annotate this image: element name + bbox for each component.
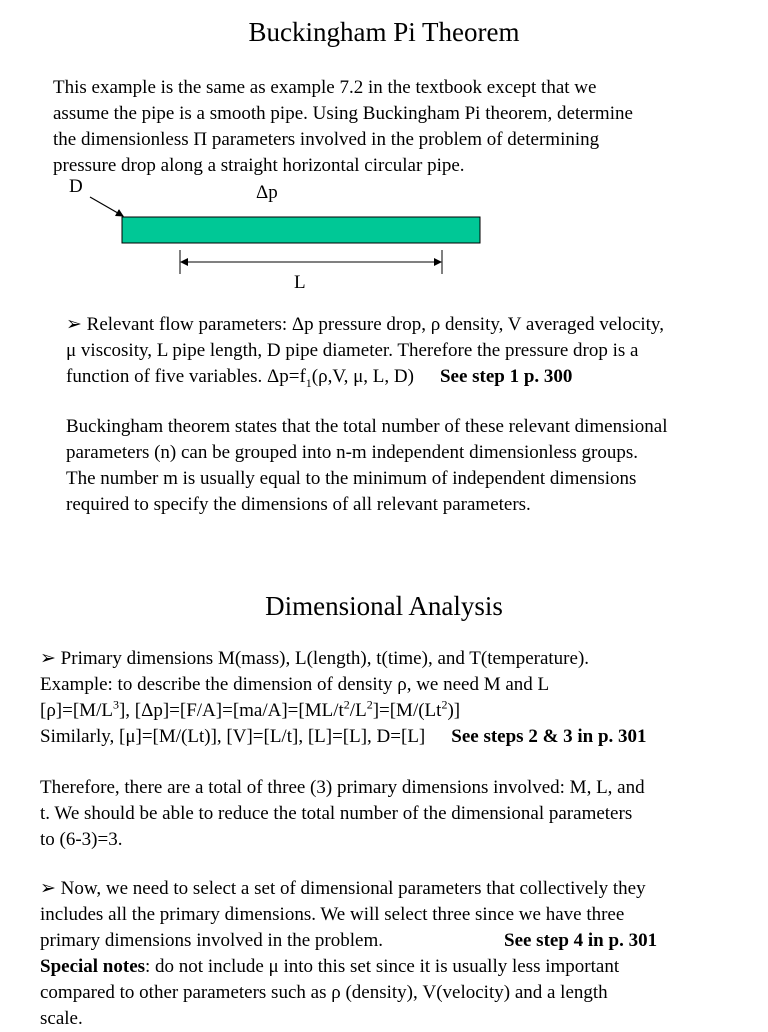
therefore-line: t. We should be able to reduce the total number of the dimensional parameters <box>40 803 633 824</box>
intro-line: pressure drop along a straight horizontal circular pipe. <box>53 155 465 176</box>
intro-paragraph <box>53 75 753 179</box>
superscript: 2 <box>441 697 448 712</box>
diameter-label: D <box>69 176 83 197</box>
primary-line: Primary dimensions M(mass), L(length), t(time), and T(temperature). <box>60 648 590 669</box>
select-line: includes all the primary dimensions. We will select three since we have three <box>40 904 625 925</box>
relevant-parameters-paragraph <box>66 312 756 390</box>
primary-dimensions-paragraph <box>40 646 755 750</box>
length-label: L <box>294 272 306 293</box>
page-title: Buckingham Pi Theorem <box>248 17 520 47</box>
theorem-paragraph <box>66 414 761 518</box>
therefore-line: to (6-3)=3. <box>40 829 123 850</box>
relevant-line: (ρ,V, μ, L, D) <box>311 366 414 387</box>
select-parameters-paragraph <box>40 876 755 1032</box>
section-title: Dimensional Analysis <box>265 591 503 621</box>
superscript: 3 <box>112 697 119 712</box>
bullet-icon: ➢ <box>66 314 82 335</box>
therefore-paragraph <box>40 775 755 853</box>
select-line: : do not include μ into this set since it is usually less important <box>145 956 620 977</box>
superscript: 2 <box>366 697 373 712</box>
subscript: 1 <box>305 375 312 390</box>
relevant-line: function of five variables. Δp=f <box>66 366 306 387</box>
primary-line: /L <box>349 700 367 721</box>
step-reference: See steps 2 & 3 in p. 301 <box>451 726 647 747</box>
primary-line: Similarly, [μ]=[M/(Lt)], [V]=[L/t], [L]=[L], D=[L] <box>40 726 426 747</box>
special-notes-label: Special notes <box>40 956 146 977</box>
superscript: 2 <box>343 697 350 712</box>
pipe-diagram <box>0 170 768 295</box>
pressure-drop-label: Δp <box>256 182 278 203</box>
theorem-line: Buckingham theorem states that the total number of these relevant dimensional <box>66 416 668 437</box>
therefore-line: Therefore, there are a total of three (3) primary dimensions involved: M, L, and <box>40 777 645 798</box>
primary-line: Example: to describe the dimension of density ρ, we need M and L <box>40 674 550 695</box>
primary-line: [ρ]=[M/L <box>40 700 113 721</box>
primary-line: )] <box>447 700 461 721</box>
primary-line: ], [Δp]=[F/A]=[ma/A]=[ML/t <box>118 700 344 721</box>
step-reference: See step 1 p. 300 <box>439 366 573 387</box>
intro-line: This example is the same as example 7.2 in the textbook except that we <box>53 77 597 98</box>
bullet-icon: ➢ <box>40 648 56 669</box>
select-line: scale. <box>40 1008 83 1029</box>
theorem-line: parameters (n) can be grouped into n-m independent dimensionless groups. <box>66 442 638 463</box>
relevant-line: μ viscosity, L pipe length, D pipe diameter. Therefore the pressure drop is a <box>66 340 639 361</box>
bullet-icon: ➢ <box>40 878 56 899</box>
intro-line: assume the pipe is a smooth pipe. Using Buckingham Pi theorem, determine <box>53 103 633 124</box>
select-line: Now, we need to select a set of dimensional parameters that collectively they <box>60 878 646 899</box>
select-line: primary dimensions involved in the problem. <box>40 930 384 951</box>
relevant-line: Relevant flow parameters: Δp pressure drop, ρ density, V averaged velocity, <box>86 314 664 335</box>
pipe-shape <box>122 217 480 243</box>
step-reference: See step 4 in p. 301 <box>504 930 658 951</box>
diameter-arrow <box>90 197 123 216</box>
theorem-line: The number m is usually equal to the minimum of independent dimensions <box>66 468 637 489</box>
intro-line: the dimensionless Π parameters involved in the problem of determining <box>53 129 600 150</box>
theorem-line: required to specify the dimensions of all relevant parameters. <box>66 494 531 515</box>
select-line: compared to other parameters such as ρ (density), V(velocity) and a length <box>40 982 608 1003</box>
primary-line: ]=[M/(Lt <box>372 700 442 721</box>
